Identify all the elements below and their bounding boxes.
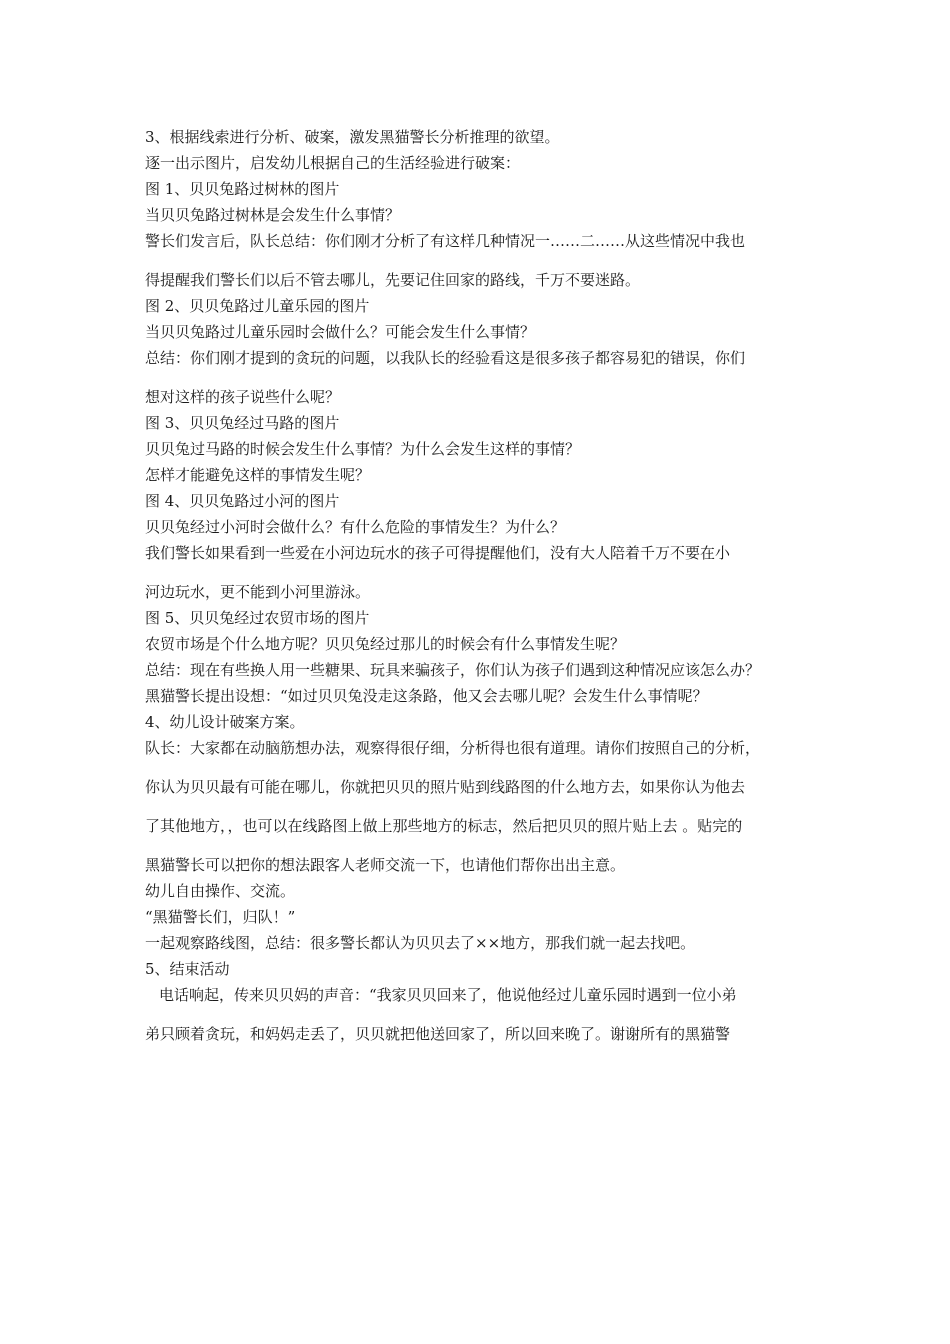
text-line: 得提醒我们警长们以后不管去哪儿，先要记住回家的路线，千万不要迷路。 [145,271,641,289]
text-line: 弟只顾着贪玩，和妈妈走丢了，贝贝就把他送回家了，所以回来晚了。谢谢所有的黑猫警 [145,1025,731,1043]
text-line: 黑猫警长提出设想：“如过贝贝兔没走这条路，他又会去哪儿呢？会发生什么事情呢？ [145,687,708,705]
text-line: 图 3、贝贝兔经过马路的图片 [145,414,340,432]
text-line: 贝贝兔过马路的时候会发生什么事情？为什么会发生这样的事情？ [145,440,581,458]
text-line: 4、幼儿设计破案方案。 [145,713,305,731]
text-line: 黑猫警长可以把你的想法跟客人老师交流一下，也请他们帮你出出主意。 [145,856,626,874]
text-line: 电话响起，传来贝贝妈的声音：“我家贝贝回来了，他说他经过儿童乐园时遇到一位小弟 [159,986,737,1004]
text-line: 图 1、贝贝兔路过树林的图片 [145,180,340,198]
document-body [145,124,825,1047]
text-line: 贝贝兔经过小河时会做什么？有什么危险的事情发生？为什么？ [145,518,566,536]
text-line: 了其他地方，，也可以在线路图上做上那些地方的标志，然后把贝贝的照片贴上去 。贴完的 [145,817,743,835]
text-line: 想对这样的孩子说些什么呢？ [145,388,341,406]
text-line: 当贝贝兔路过树林是会发生什么事情？ [145,206,401,224]
text-line: 怎样才能避免这样的事情发生呢？ [145,466,371,484]
text-line: 图 5、贝贝兔经过农贸市场的图片 [145,609,370,627]
text-line: 河边玩水，更不能到小河里游泳。 [145,583,371,601]
text-line: 当贝贝兔路过儿童乐园时会做什么？可能会发生什么事情？ [145,323,536,341]
text-line: 农贸市场是个什么地方呢？贝贝兔经过那儿的时候会有什么事情发生呢？ [145,635,626,653]
text-line: 你认为贝贝最有可能在哪儿，你就把贝贝的照片贴到线路图的什么地方去，如果你认为他去 [145,778,746,796]
text-line: 总结：现在有些换人用一些糖果、玩具来骗孩子，你们认为孩子们遇到这种情况应该怎么办？ [145,661,761,679]
text-line: 逐一出示图片，启发幼儿根据自己的生活经验进行破案： [145,154,521,172]
text-line: 我们警长如果看到一些爱在小河边玩水的孩子可得提醒他们，没有大人陪着千万不要在小 [145,544,731,562]
text-line: 图 2、贝贝兔路过儿童乐园的图片 [145,297,370,315]
text-line: 图 4、贝贝兔路过小河的图片 [145,492,340,510]
text-line: 3、根据线索进行分析、破案，激发黑猫警长分析推理的欲望。 [145,128,560,146]
text-line: “黑猫警长们，归队！” [145,908,296,926]
text-line: 幼儿自由操作、交流。 [145,882,296,900]
text-line: 一起观察路线图，总结：很多警长都认为贝贝去了××地方，那我们就一起去找吧。 [145,934,696,952]
text-line: 队长：大家都在动脑筋想办法，观察得很仔细，分析得也很有道理。请你们按照自己的分析， [145,739,761,757]
text-line: 5、结束活动 [145,960,230,978]
text-line: 总结：你们刚才提到的贪玩的问题，以我队长的经验看这是很多孩子都容易犯的错误，你们 [145,349,746,367]
text-line: 警长们发言后，队长总结：你们刚才分析了有这样几种情况一……二……从这些情况中我也 [145,232,746,250]
